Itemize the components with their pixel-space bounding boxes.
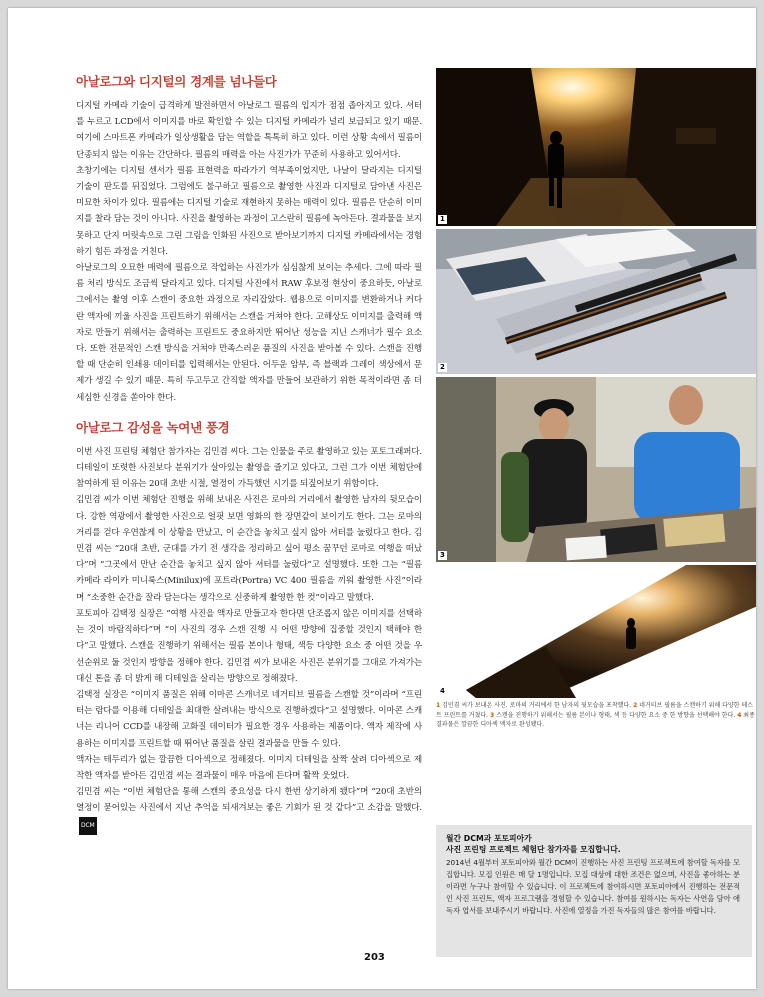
page-number: 203 xyxy=(364,952,385,963)
section-heading-2: 아날로그 감성을 녹여낸 풍경 xyxy=(76,419,230,435)
paragraph: 아날로그의 오묘한 매력에 필름으로 작업하는 사진가가 심심찮게 보이는 추세다. 그에 따라 필름 처리 방식도 조금씩 달라지고 있다. 디지털 사진에서 RAW 후보정 현상이 중요하듯, 아날로그에서는 촬영 이후 스캔이 중요한 과정으로 자리잡았다. 웹용으로 이미지를 변환하거나 커다란 액자에 끼울 사진을 프린트하기 위해서는 스캔을 거쳐야 한다. 고해상도 이미지를 출력해 액자로 만들기 위해서는 출력하는 프린트도 중요하지만 뛰어난 성능을 지닌 스캐너가 필수 요소다. 또한 전문적인 스캔 방식을 거쳐야 만족스러운 품질의 사진을 받아볼 수 있다. 스캔을 진행할 때 단순히 인쇄용 데이터를 입력해서는 안된다. 어두운 암부, 즉 블랙과 그레이 색상에서 문제가 생길 수 있기 때문. 특히 두고두고 간직할 액자를 만들어 보관하기 위한 목적이라면 좀 더 세심한 신경을 쏟아야 한다. xyxy=(76,263,422,403)
photo-final-print xyxy=(436,565,756,698)
paragraph: 디지털 카메라 기술이 급격하게 발전하면서 아날로그 필름의 입지가 점점 좁아지고 있다. 셔터를 누르고 LCD에서 이미지를 바로 확인할 수 있는 디지털 카메라가 널리 보급되고 있기 때문. 여기에 스마트폰 카메라가 일상생활을 담는 역할을 톡톡히 하고 있다. 이런 상황 속에서 필름이 단종되지 않는 이유는 간단하다. 필름의 매력을 아는 사진가가 꾸준히 사용하고 있어서다. xyxy=(76,101,422,160)
paragraph: 초창기에는 디지털 센서가 필름 표현력을 따라가기 역부족이었지만, 나날이 달라지는 디지털 기술이 판도를 뒤집었다. 그럼에도 불구하고 필름으로 촬영한 사진과 디지털로 담아낸 사진은 미묘한 차이가 있다. 필름에는 디지털 기술로 재현하지 못하는 매력이 있다. 필름은 단순히 이미지를 찰라 담는 것이 아니다. 사진을 촬영하는 과정이 고스란히 필름에 녹아든다. 결과물을 보지 못하고 단지 머릿속으로 그린 그림을 인화된 사진으로 받아보기까지 디지털 카메라에서는 경험하기 힘든 과정을 거친다. xyxy=(76,165,422,257)
photo-film-strips-image xyxy=(436,229,756,374)
photo-rome-street-image xyxy=(436,68,756,226)
paragraph: 액자는 테두리가 없는 깔끔한 디아섹으로 정해졌다. 이미지 디테일을 살짝 살려 디아섹으로 제작한 액자를 받아든 김민겸 씨는 결과물이 매우 마음에 든다며 활짝 웃었다. xyxy=(76,754,422,781)
caption-number: 1 xyxy=(436,702,441,709)
caption-text: 네거티브 필름을 스캔하기 위해 다양한 테스트 프린트를 거쳤다. xyxy=(436,702,754,719)
photo-consultation-image xyxy=(436,377,756,562)
section-heading-1: 아날로그와 디지털의 경계를 넘나들다 xyxy=(76,74,277,89)
magazine-page xyxy=(8,8,756,989)
box-title-line-1: 월간 DCM과 포토피아가 xyxy=(446,834,532,843)
photo-rome-street xyxy=(436,68,756,226)
box-body: 2014년 4월부터 포토피아와 월간 DCM이 진행하는 사진 프린팅 프로젝트에 참여할 독자를 모집합니다. 모집 인원은 매 달 1명입니다. 모집 대상에 대한 조건은 없으며, 사진을 좋아하는 분이라면 누구나 참여할 수 있습니다. 이 프로젝트에 참여하시면 포토피아에서 진행하는 전문적인 사진 프린트, 액자 프로그램을 경험할 수 있습니다. 참여를 원하시는 독자는 사연을 담아 애독자 엽서를 보내주시기 바랍니다. 사진에 열정을 가진 독자들의 많은 참여를 바랍니다. xyxy=(446,858,740,915)
paragraph: 김택정 실장은 “이미지 품질은 위해 이마콘 스캐너로 네거티브 필름을 스캔할 것”이라며 “프린터는 람다를 이용해 디테일을 최대한 살려내는 방식으로 진행하겠다”고 설명했다. 이마콘 스캐너는 리니어 CCD를 내장해 고화질 데이터가 필요한 경우 사용하는 제품이다. 액자 제작에 사용하는 이미지를 프린트할 때 뛰어난 품질을 살린 결과물을 만들 수 있다. xyxy=(76,689,422,749)
article-column xyxy=(76,72,422,835)
box-title-line-2: 사진 프린팅 프로젝트 체험단 참가자를 모집합니다. xyxy=(446,845,621,854)
caption-text: 김민겸 씨가 보내온 사진. 로마의 거리에서 한 남자의 뒷모습을 포착했다. xyxy=(440,702,634,709)
photo-number: 4 xyxy=(440,687,445,695)
recruitment-box xyxy=(436,825,752,957)
photo-final-print-image xyxy=(436,565,756,698)
paragraph: 이번 사진 프린팅 체험단 참가자는 김민겸 씨다. 그는 인물을 주로 촬영하고 있는 포토그래퍼다. 디테일이 또렷한 사진보다 분위기가 살아있는 촬영을 즐기고 있다고, 그런 그가 이번 체험단에 참여하게 된 이유는 20대 초반 시절, 열정이 가득했던 시기를 되짚어보기 위함이다. xyxy=(76,446,422,490)
caption-text: 스캔을 진행하기 위해서는 필름 본이나 형태, 색 등 다양한 요소 중 한 방향을 선택해야 한다. xyxy=(494,711,738,719)
paragraph: 포토피아 김택정 실장은 “여행 사진을 액자로 만들고자 한다면 단조롭지 않은 이미지를 선택하는 것이 바람직하다”며 “이 사진의 경우 스캔 진행 시 어떤 방향에 집중할 것인지 택해야 한다”고 말했다. 스캔을 진행하기 위해서는 필름 본이나 형태, 색등 다양한 요소 중 어떤 것을 우선순위로 둘 것인지 방향을 정해야 한다. 김민겸 씨가 보내온 사진은 분위기를 그대로 가져가는 대신 톤을 좀 더 밝게 해 디테일을 살리는 방향으로 정해졌다. xyxy=(76,608,422,684)
paragraph-final-text: 김민겸 씨는 “이번 체험단을 통해 스캔의 중요성을 다시 한번 상기하게 됐다”며 “20대 초반의 열정이 묻어있는 사진에서 지난 추억을 되새겨보는 좋은 기회가 된 것 같다”고 소감을 말했다. xyxy=(76,787,422,814)
photo-number: 3 xyxy=(440,551,445,559)
photo-film-strips xyxy=(436,229,756,374)
dcm-end-mark: DCM xyxy=(79,817,97,835)
caption-number: 3 xyxy=(490,711,495,719)
photo-number: 1 xyxy=(440,215,445,223)
caption-number: 2 xyxy=(633,702,638,709)
photo-number: 2 xyxy=(440,363,445,371)
paragraph-final xyxy=(76,784,422,835)
caption-text: 최종 결과물은 깔끔한 디아섹 액자로 완성됐다. xyxy=(436,711,755,729)
photo-consultation xyxy=(436,377,756,562)
paragraph: 김민겸 씨가 이번 체험단 진행을 위해 보내온 사진은 로마의 거리에서 촬영한 남자의 뒷모습이다. 강한 역광에서 촬영한 사진으로 얼핏 보면 영화의 한 장면같이 보이기도 한다. 그는 로마의 거리를 걷다 우연찮게 이 상황을 만났고, 이 순간을 놓치고 싶지 않아 셔터를 눌렀다고 한다. 김민겸 씨는 “20대 초반, 군대를 가기 전 생각을 정리하고 싶어 평소 꿈꾸던 로마로 여행을 떠났다”며 “그곳에서 만난 순간을 놓치고 싶지 않아 셔터를 눌렀다”고 설명했다. 또한 그는 “필름 카메라 라이카 미니룩스(Minilux)에 포트라(Portra) VC 400 필름을 끼워 촬영한 사진”이라며 “소중한 순간을 잘라 담는다는 생각으로 신중하게 촬영한 한 컷”이라고 말했다. xyxy=(76,495,422,603)
caption-number: 4 xyxy=(737,711,742,719)
photo-caption xyxy=(436,701,756,730)
